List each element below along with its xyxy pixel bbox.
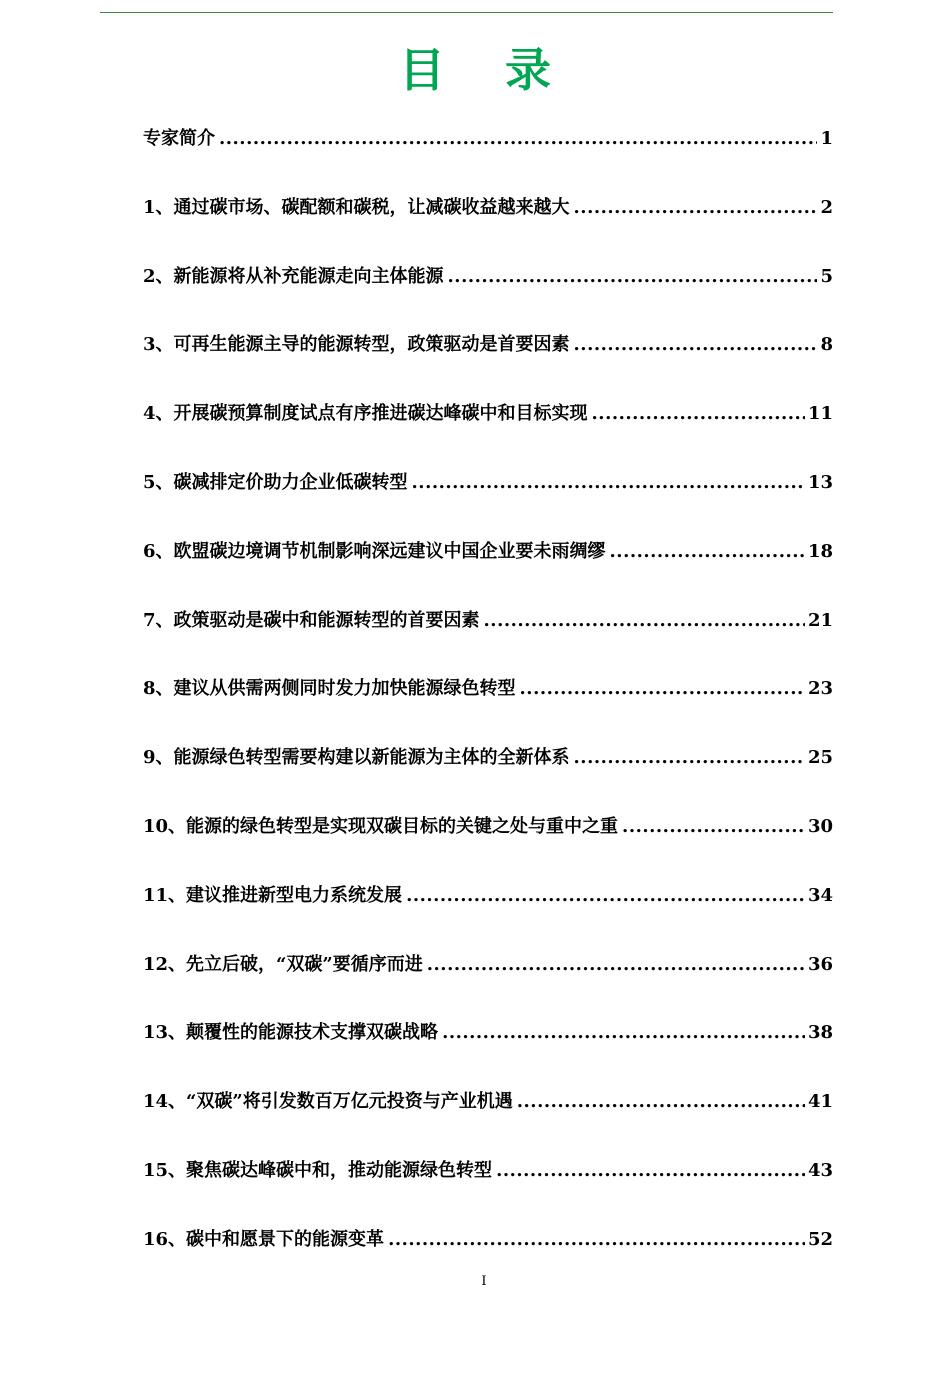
toc-entry[interactable] [143, 1087, 833, 1156]
toc-entry-page: 8 [820, 334, 833, 356]
toc-entry[interactable] [143, 124, 833, 193]
toc-entry-label: 10、能源的绿色转型是实现双碳目标的关键之处与重中之重 [143, 815, 619, 837]
toc-entry-page: 34 [807, 884, 833, 906]
page-number: I [481, 1274, 487, 1289]
toc-leader-dots [610, 537, 805, 567]
page-title: 目 录 [398, 43, 573, 97]
toc-entry-page: 43 [807, 1159, 833, 1181]
toc-entry-label: 1、通过碳市场、碳配额和碳税，让减碳收益越来越大 [143, 196, 570, 218]
toc-entry[interactable] [143, 399, 833, 468]
toc-entry-label: 9、能源绿色转型需要构建以新能源为主体的全新体系 [143, 747, 570, 769]
header-rule [100, 12, 833, 13]
toc-entry[interactable] [143, 468, 833, 537]
toc-entry[interactable] [143, 812, 833, 881]
toc-entry-label: 13、颠覆性的能源技术支撑双碳战略 [143, 1022, 439, 1044]
toc-entry-page: 52 [807, 1228, 833, 1250]
toc-entry-label: 专家简介 [143, 128, 215, 149]
toc-entry-label: 15、聚焦碳达峰碳中和，推动能源绿色转型 [143, 1159, 493, 1181]
toc-leader-dots [592, 399, 805, 429]
toc-leader-dots [574, 193, 818, 223]
toc-entry-label: 11、建议推进新型电力系统发展 [143, 884, 403, 906]
toc-entry-page: 1 [820, 128, 833, 149]
toc-entry[interactable] [143, 950, 833, 1019]
toc-entry-label: 3、可再生能源主导的能源转型，政策驱动是首要因素 [143, 334, 570, 356]
toc-entry-label: 7、政策驱动是碳中和能源转型的首要因素 [143, 609, 480, 631]
toc-entry[interactable] [143, 1156, 833, 1225]
toc-entry[interactable] [143, 606, 833, 675]
toc-leader-dots [427, 950, 805, 980]
toc-entry-page: 36 [807, 953, 833, 975]
toc-entry[interactable] [143, 1018, 833, 1087]
toc-entry-page: 41 [807, 1091, 833, 1113]
toc-entry-label: 14、“双碳”将引发数百万亿元投资与产业机遇 [143, 1091, 513, 1113]
toc-entry-page: 11 [807, 403, 833, 425]
toc-entry-page: 21 [807, 609, 833, 631]
toc-entry[interactable] [143, 881, 833, 950]
toc-leader-dots [622, 812, 805, 842]
toc-entry[interactable] [143, 330, 833, 399]
toc-leader-dots [219, 124, 817, 154]
toc-entry[interactable] [143, 537, 833, 606]
toc-entry[interactable] [143, 743, 833, 812]
toc-leader-dots [388, 1225, 805, 1255]
toc-entry-page: 25 [807, 747, 833, 769]
toc-leader-dots [520, 674, 805, 704]
toc-entry-label: 5、碳减排定价助力企业低碳转型 [143, 471, 408, 493]
toc-entry-page: 13 [807, 471, 833, 493]
toc-leader-dots [574, 743, 805, 773]
toc-entry-page: 5 [820, 265, 833, 287]
toc-entry-label: 16、碳中和愿景下的能源变革 [143, 1228, 385, 1250]
toc-leader-dots [406, 881, 805, 911]
table-of-contents [143, 124, 833, 1294]
toc-leader-dots [442, 1018, 805, 1048]
toc-entry-label: 2、新能源将从补充能源走向主体能源 [143, 265, 444, 287]
toc-entry-page: 30 [807, 815, 833, 837]
toc-entry-label: 6、欧盟碳边境调节机制影响深远建议中国企业要未雨绸缪 [143, 540, 606, 562]
toc-entry-label: 8、建议从供需两侧同时发力加快能源绿色转型 [143, 678, 516, 700]
toc-entry-page: 18 [807, 540, 833, 562]
toc-entry-label: 4、开展碳预算制度试点有序推进碳达峰碳中和目标实现 [143, 403, 588, 425]
toc-leader-dots [517, 1087, 805, 1117]
toc-entry-label: 12、先立后破，“双碳”要循序而进 [143, 953, 423, 975]
toc-leader-dots [448, 262, 818, 292]
toc-leader-dots [412, 468, 805, 498]
toc-entry[interactable] [143, 262, 833, 331]
toc-entry[interactable] [143, 193, 833, 262]
toc-entry[interactable] [143, 674, 833, 743]
toc-leader-dots [496, 1156, 805, 1186]
toc-entry-page: 2 [820, 196, 833, 218]
toc-entry-page: 38 [807, 1022, 833, 1044]
toc-entry-page: 23 [807, 678, 833, 700]
toc-leader-dots [484, 606, 805, 636]
toc-leader-dots [574, 330, 818, 360]
